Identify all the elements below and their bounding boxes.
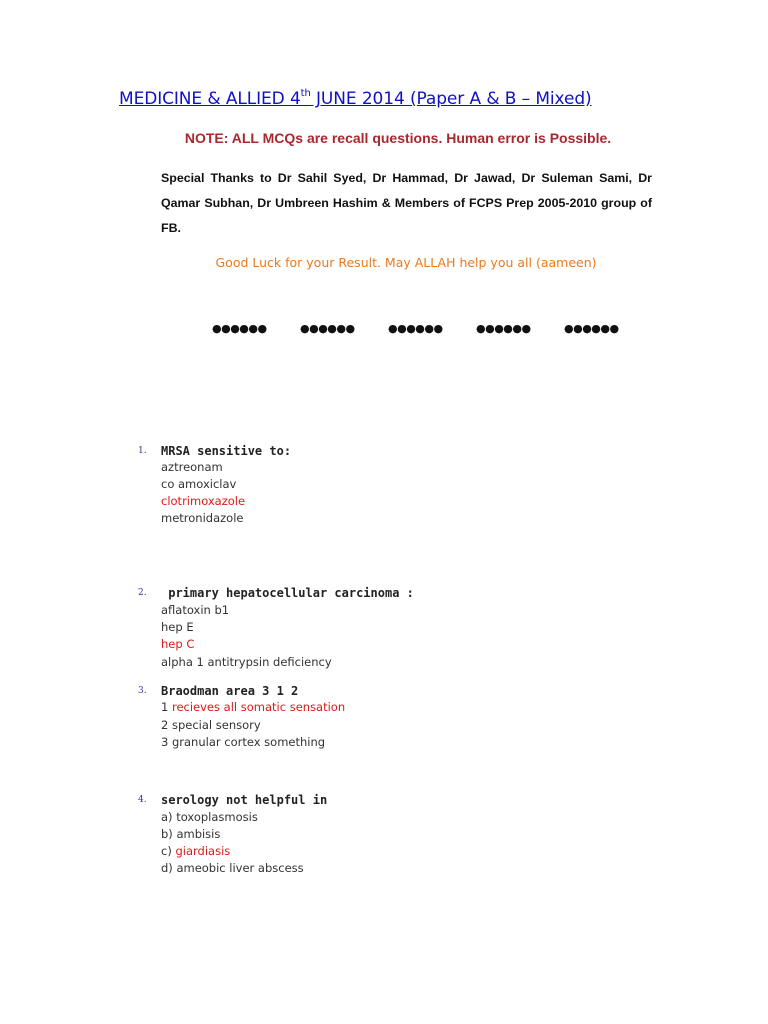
- dot-group: ●●●●●●: [564, 322, 619, 335]
- note-text: NOTE: ALL MCQs are recall questions. Human error is Possible.: [184, 130, 612, 146]
- thanks-paragraph: Special Thanks to Dr Sahil Syed, Dr Hammad, Dr Jawad, Dr Suleman Sami, Dr Qamar Subhan, Dr Umbreen Hashim & Members of FCPS Prep 2005-2010 group of FB.: [161, 171, 652, 235]
- question-title: Braodman area 3 1 2: [161, 684, 299, 698]
- option: b) ambisis: [161, 827, 221, 841]
- answer-text: recieves all somatic sensation: [171, 700, 346, 714]
- dot-group: ●●●●●●: [476, 322, 531, 335]
- title-superscript: th: [300, 88, 311, 99]
- option-prefix: c): [161, 844, 176, 858]
- option: hep E: [161, 620, 194, 634]
- question-title: MRSA sensitive to:: [161, 444, 292, 458]
- option: 2 special sensory: [161, 718, 261, 732]
- option: metronidazole: [161, 511, 244, 525]
- question-number: 2.: [138, 588, 147, 598]
- option-prefix: 1: [161, 700, 172, 714]
- option: aztreonam: [161, 460, 223, 474]
- dot-group: ●●●●●●: [300, 322, 355, 335]
- question-number: 3.: [138, 686, 147, 696]
- document-title: [119, 89, 659, 109]
- option: a) toxoplasmosis: [161, 810, 258, 824]
- question-title: primary hepatocellular carcinoma :: [161, 586, 414, 600]
- answer-option: [161, 844, 230, 858]
- answer-option: [161, 700, 345, 714]
- question-number: 1.: [138, 446, 147, 456]
- good-luck-text: Good Luck for your Result. May ALLAH help you all (aameen): [215, 255, 597, 270]
- answer-option: clotrimoxazole: [161, 494, 246, 508]
- dot-group: ●●●●●●: [388, 322, 443, 335]
- separator-dots: [212, 322, 619, 335]
- answer-text: giardiasis: [175, 844, 231, 858]
- question-title: serology not helpful in: [161, 793, 328, 807]
- option: alpha 1 antitrypsin deficiency: [161, 655, 332, 669]
- option: d) ameobic liver abscess: [161, 861, 304, 875]
- question-number: 4.: [138, 795, 147, 805]
- dot-group: ●●●●●●: [212, 322, 267, 335]
- title-main: MEDICINE & ALLIED 4: [119, 89, 301, 109]
- option: co amoxiclav: [161, 477, 237, 491]
- option: aflatoxin b1: [161, 603, 230, 617]
- title-rest: JUNE 2014 (Paper A & B – Mixed): [310, 89, 592, 109]
- answer-option: hep C: [161, 637, 195, 651]
- option: 3 granular cortex something: [161, 735, 326, 749]
